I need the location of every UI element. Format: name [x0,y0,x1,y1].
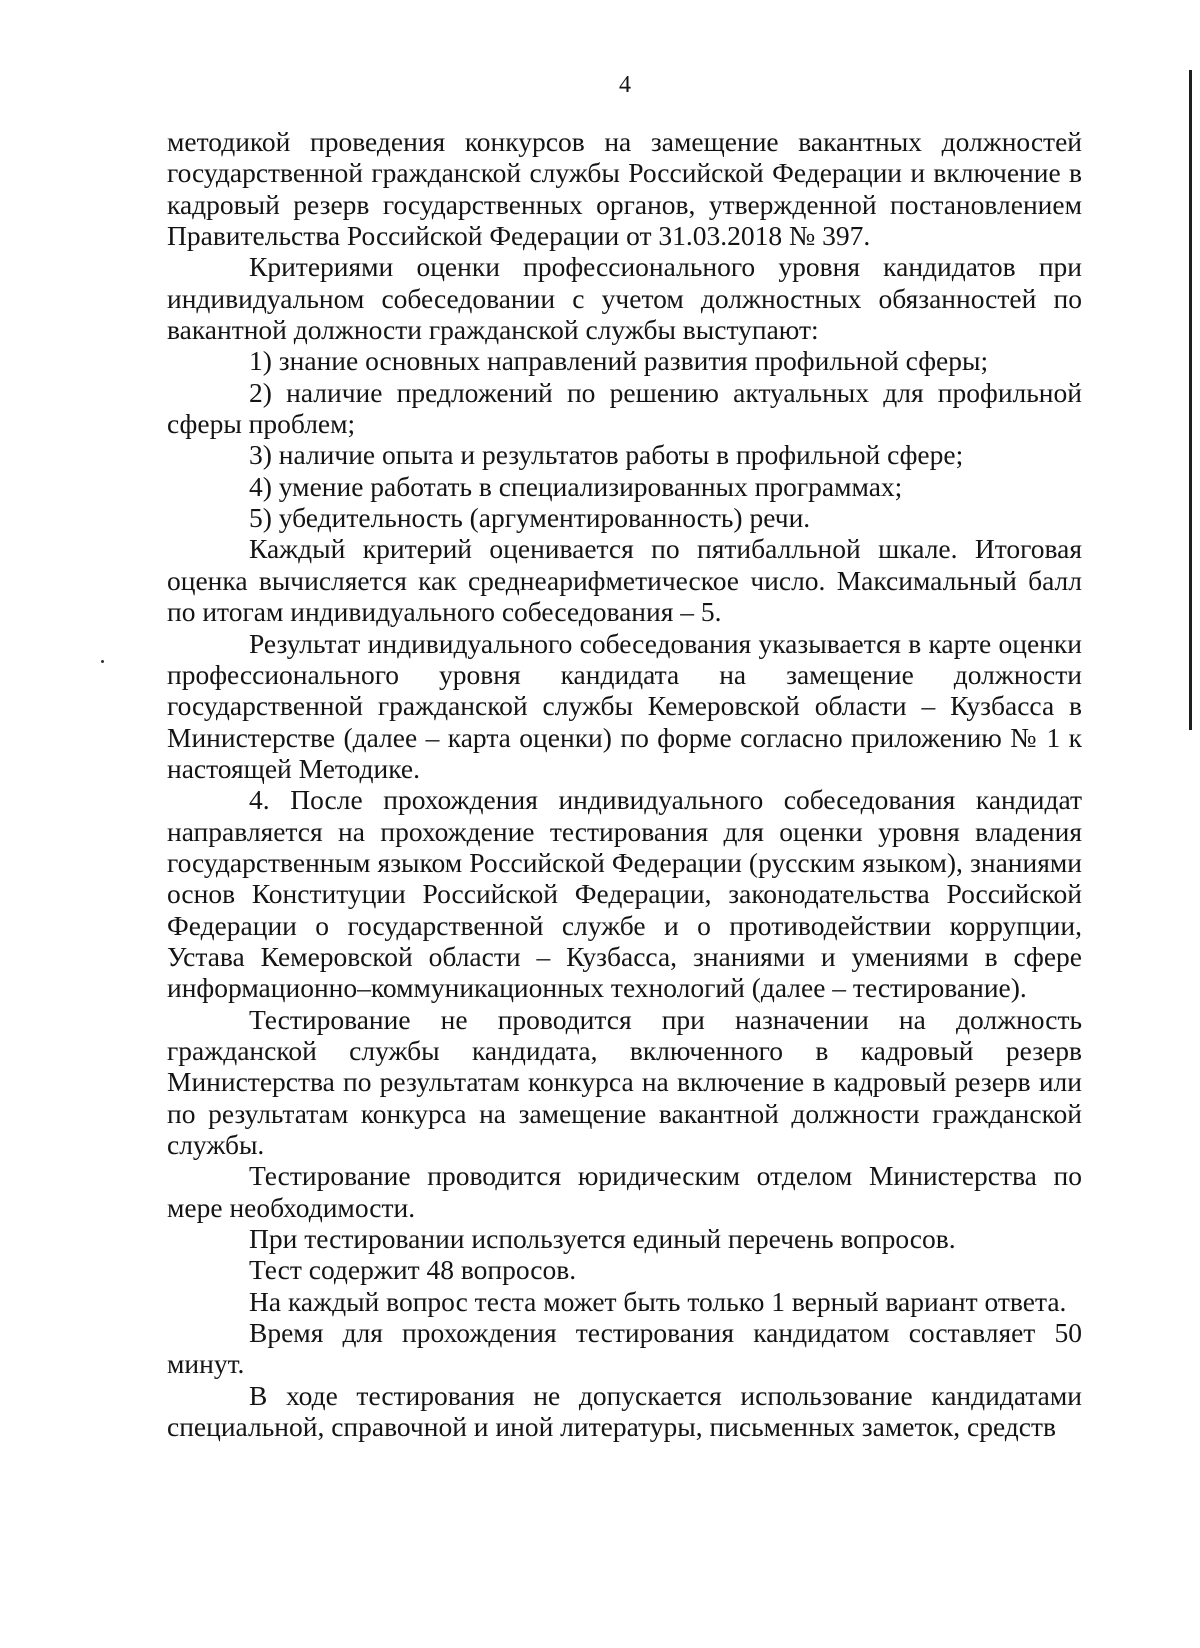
paragraph-testing-section-4: 4. После прохождения индивидуального собеседования кандидат направляется на прохождение тестирования для оценки уровня владения государственным языком Российской Федерации (русским языком), знаниями основ Конституции Российской Федерации, законодательства Российской Федерации о государственной службе и о противодействии коррупции, Устава Кемеровской области – Кузбасса, знаниями и умениями в сфере информационно–коммуникационных технологий (далее – тестирование). [167,784,1082,1004]
paragraph-answer-rule: На каждый вопрос теста может быть только 1 верный вариант ответа. [249,1285,1067,1317]
paragraph-prohibited-materials: В ходе тестирования не допускается использование кандидатами специальной, справочной и иной литературы, письменных заметок, средств [167,1379,1082,1443]
paragraph-testing-department: Тестирование проводится юридическим отделом Министерства по мере необходимости. [167,1160,1082,1223]
criterion-item-1: 1) знание основных направлений развития профильной сферы; [249,345,989,377]
paragraph-criteria-intro: Критериями оценки профессионального уровня кандидатов при индивидуальном собеседовании с учетом должностных обязанностей по вакантной должности гражданской службы выступают: [167,251,1082,346]
criterion-item-4: 4) умение работать в специализированных программах; [249,470,903,502]
page-number: 4 [619,72,631,98]
paragraph-time-limit: Время для прохождения тестирования кандидатом составляет 50 минут. [167,1317,1082,1380]
paragraph-scoring: Каждый критерий оценивается по пятибалльной шкале. Итоговая оценка вычисляется как среднеарифметическое число. Максимальный балл по итогам индивидуального собеседования – 5. [167,533,1082,628]
criterion-item-2: 2) наличие предложений по решению актуальных для профильной сферы проблем; [167,376,1082,440]
paragraph-question-list: При тестировании используется единый перечень вопросов. [249,1223,956,1255]
scan-artifact-dot [101,660,104,663]
paragraph-testing-exemption: Тестирование не проводится при назначении на должность гражданской службы кандидата, включенного в кадровый резерв Министерства по результатам конкурса на включение в кадровый резерв или по результатам конкурса на замещение вакантной должности гражданской службы. [167,1003,1082,1160]
document-body [167,126,1082,1442]
paragraph-question-count: Тест содержит 48 вопросов. [249,1254,577,1286]
criterion-item-3: 3) наличие опыта и результатов работы в профильной сфере; [249,439,964,471]
paragraph-methodology-reference: методикой проведения конкурсов на замещение вакантных должностей государственной гражданской службы Российской Федерации и включение в кадровый резерв государственных органов, утвержденной постановлением Правительства Российской Федерации от 31.03.2018 № 397. [167,126,1082,252]
scan-edge-line [1189,70,1192,730]
criterion-item-5: 5) убедительность (аргументированность) речи. [249,502,811,534]
paragraph-evaluation-card: Результат индивидуального собеседования указывается в карте оценки профессионального уровня кандидата на замещение должности государственной гражданской службы Кемеровской области – Кузбасса в Министерстве (далее – карта оценки) по форме согласно приложению № 1 к настоящей Методике. [167,627,1082,784]
